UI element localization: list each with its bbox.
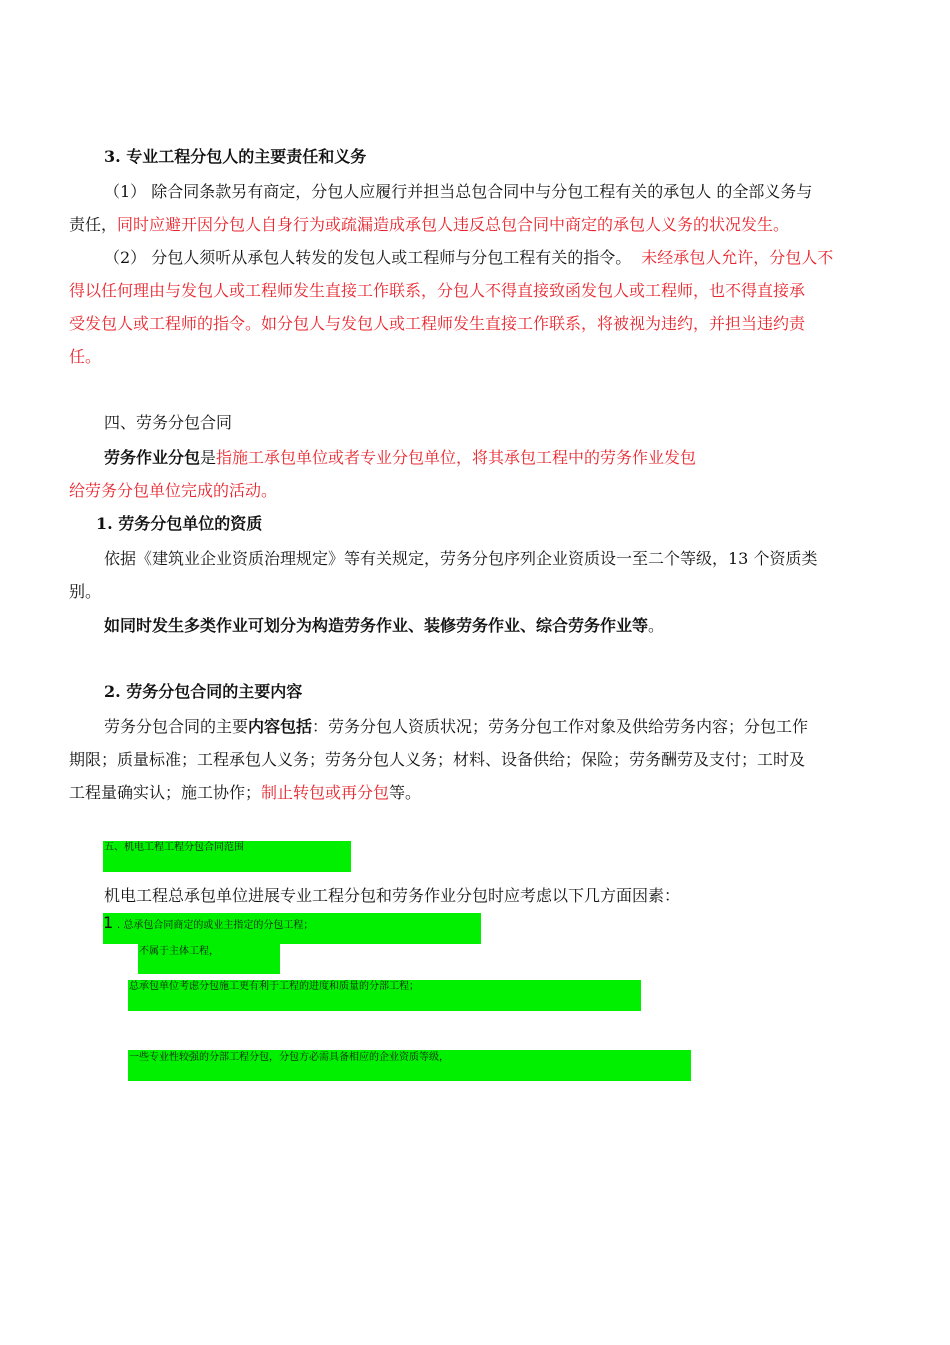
s3-para2-line3: 受发包人或工程师的指令。如分包人与发包人或工程师发生直接工作联系，将被视为违约，并担当违约责 — [69, 314, 806, 333]
s5-item2-highlight — [138, 944, 280, 974]
section-4-heading: 四、劳务分包合同 — [104, 413, 233, 432]
s4-definition-line2: 给劳务分包单位完成的活动。 — [69, 481, 278, 500]
s4-def-term: 劳务作业分包 — [104, 448, 201, 467]
s4-sub2-para-line2: 期限；质量标准；工程承包人义务；劳务分包人义务；材料、设备供给；保险；劳务酬劳及支付；工时及 — [69, 750, 806, 769]
s5-item4-text: 一些专业性较强的分部工程分包，分包方必需具备相应的企业资质等级， — [129, 1052, 449, 1063]
s4-sub1-para1-line2: 别。 — [69, 582, 102, 601]
s4-def-red: 指施工承包单位或者专业分包单位，将其承包工程中的劳务作业发包 — [216, 448, 697, 467]
s3-para2-red: 未经承包人允许，分包人不 — [641, 248, 834, 267]
s4-sub1-para1-line1: 依据《建筑业企业资质治理规定》等有关规定，劳务分包序列企业资质设一至二个等级，13 个资质类 — [104, 549, 818, 568]
s5-item1-text: . 总承包合同商定的或业主指定的分包工程； — [117, 920, 314, 931]
s4-sub2-para-line3 — [69, 781, 421, 805]
section-5-heading-highlight — [103, 841, 351, 872]
s3-para2-line1 — [104, 246, 833, 270]
s3-para1-line2 — [69, 213, 789, 237]
s4-sub2-heading: 2. 劳务分包合同的主要内容 — [104, 682, 303, 701]
s4-sub1-para2-bold: 如同时发生多类作业可划分为构造劳务作业、装修劳务作业、综合劳务作业等 — [104, 616, 649, 635]
s5-item3-text: 总承包单位考虑分包施工更有利于工程的进度和质量的分部工程； — [129, 981, 419, 992]
section-5-heading: 五、机电工程工程分包合同范围 — [104, 842, 244, 853]
s5-item3-highlight — [128, 980, 641, 1011]
s4-definition-line1 — [104, 446, 696, 470]
s5-item1-number: 1 — [103, 913, 114, 932]
s4-sub2-para-line1 — [104, 715, 808, 739]
s4-sub1-para2 — [104, 614, 664, 638]
s4-sub2-text-e: 工程量确实认；施工协作； — [69, 783, 262, 802]
s4-def-is: 是 — [200, 448, 217, 467]
s5-item4-highlight — [128, 1050, 691, 1081]
s4-sub2-bold: 内容包括 — [248, 717, 313, 736]
s3-para1-red: 同时应避开因分包人自身行为或疏漏造成承包人违反总包合同中商定的承包人义务的状况发生。 — [117, 215, 790, 234]
s3-para1-text: 责任， — [69, 215, 118, 234]
section-3-heading: 3. 专业工程分包人的主要责任和义务 — [104, 147, 367, 166]
s3-para2-text: （2） 分包人须听从承包人转发的发包人或工程师与分包工程有关的指令。 — [104, 248, 632, 267]
s5-item2-text: 不属于主体工程， — [139, 946, 219, 957]
s3-para2-line4: 任。 — [69, 347, 102, 366]
s4-sub1-heading: 1. 劳务分包单位的资质 — [96, 514, 263, 533]
s4-sub2-text-a: 劳务分包合同的主要 — [104, 717, 249, 736]
s5-intro: 机电工程总承包单位进展专业工程分包和劳务作业分包时应考虑以下几方面因素： — [104, 886, 681, 905]
s4-sub2-text-c: ：劳务分包人资质状况；劳务分包工作对象及供给劳务内容；分包工作 — [312, 717, 809, 736]
s4-sub2-text-g: 等。 — [389, 783, 422, 802]
s4-sub1-para2-end: 。 — [648, 616, 665, 635]
s3-para1-line1: （1） 除合同条款另有商定，分包人应履行并担当总包合同中与分包工程有关的承包人 的全部义务与 — [104, 182, 813, 201]
s5-item1-highlight — [103, 913, 481, 944]
s3-para2-line2: 得以任何理由与发包人或工程师发生直接工作联系，分包人不得直接致函发包人或工程师，也不得直接承 — [69, 281, 806, 300]
s4-sub2-red: 制止转包或再分包 — [261, 783, 390, 802]
